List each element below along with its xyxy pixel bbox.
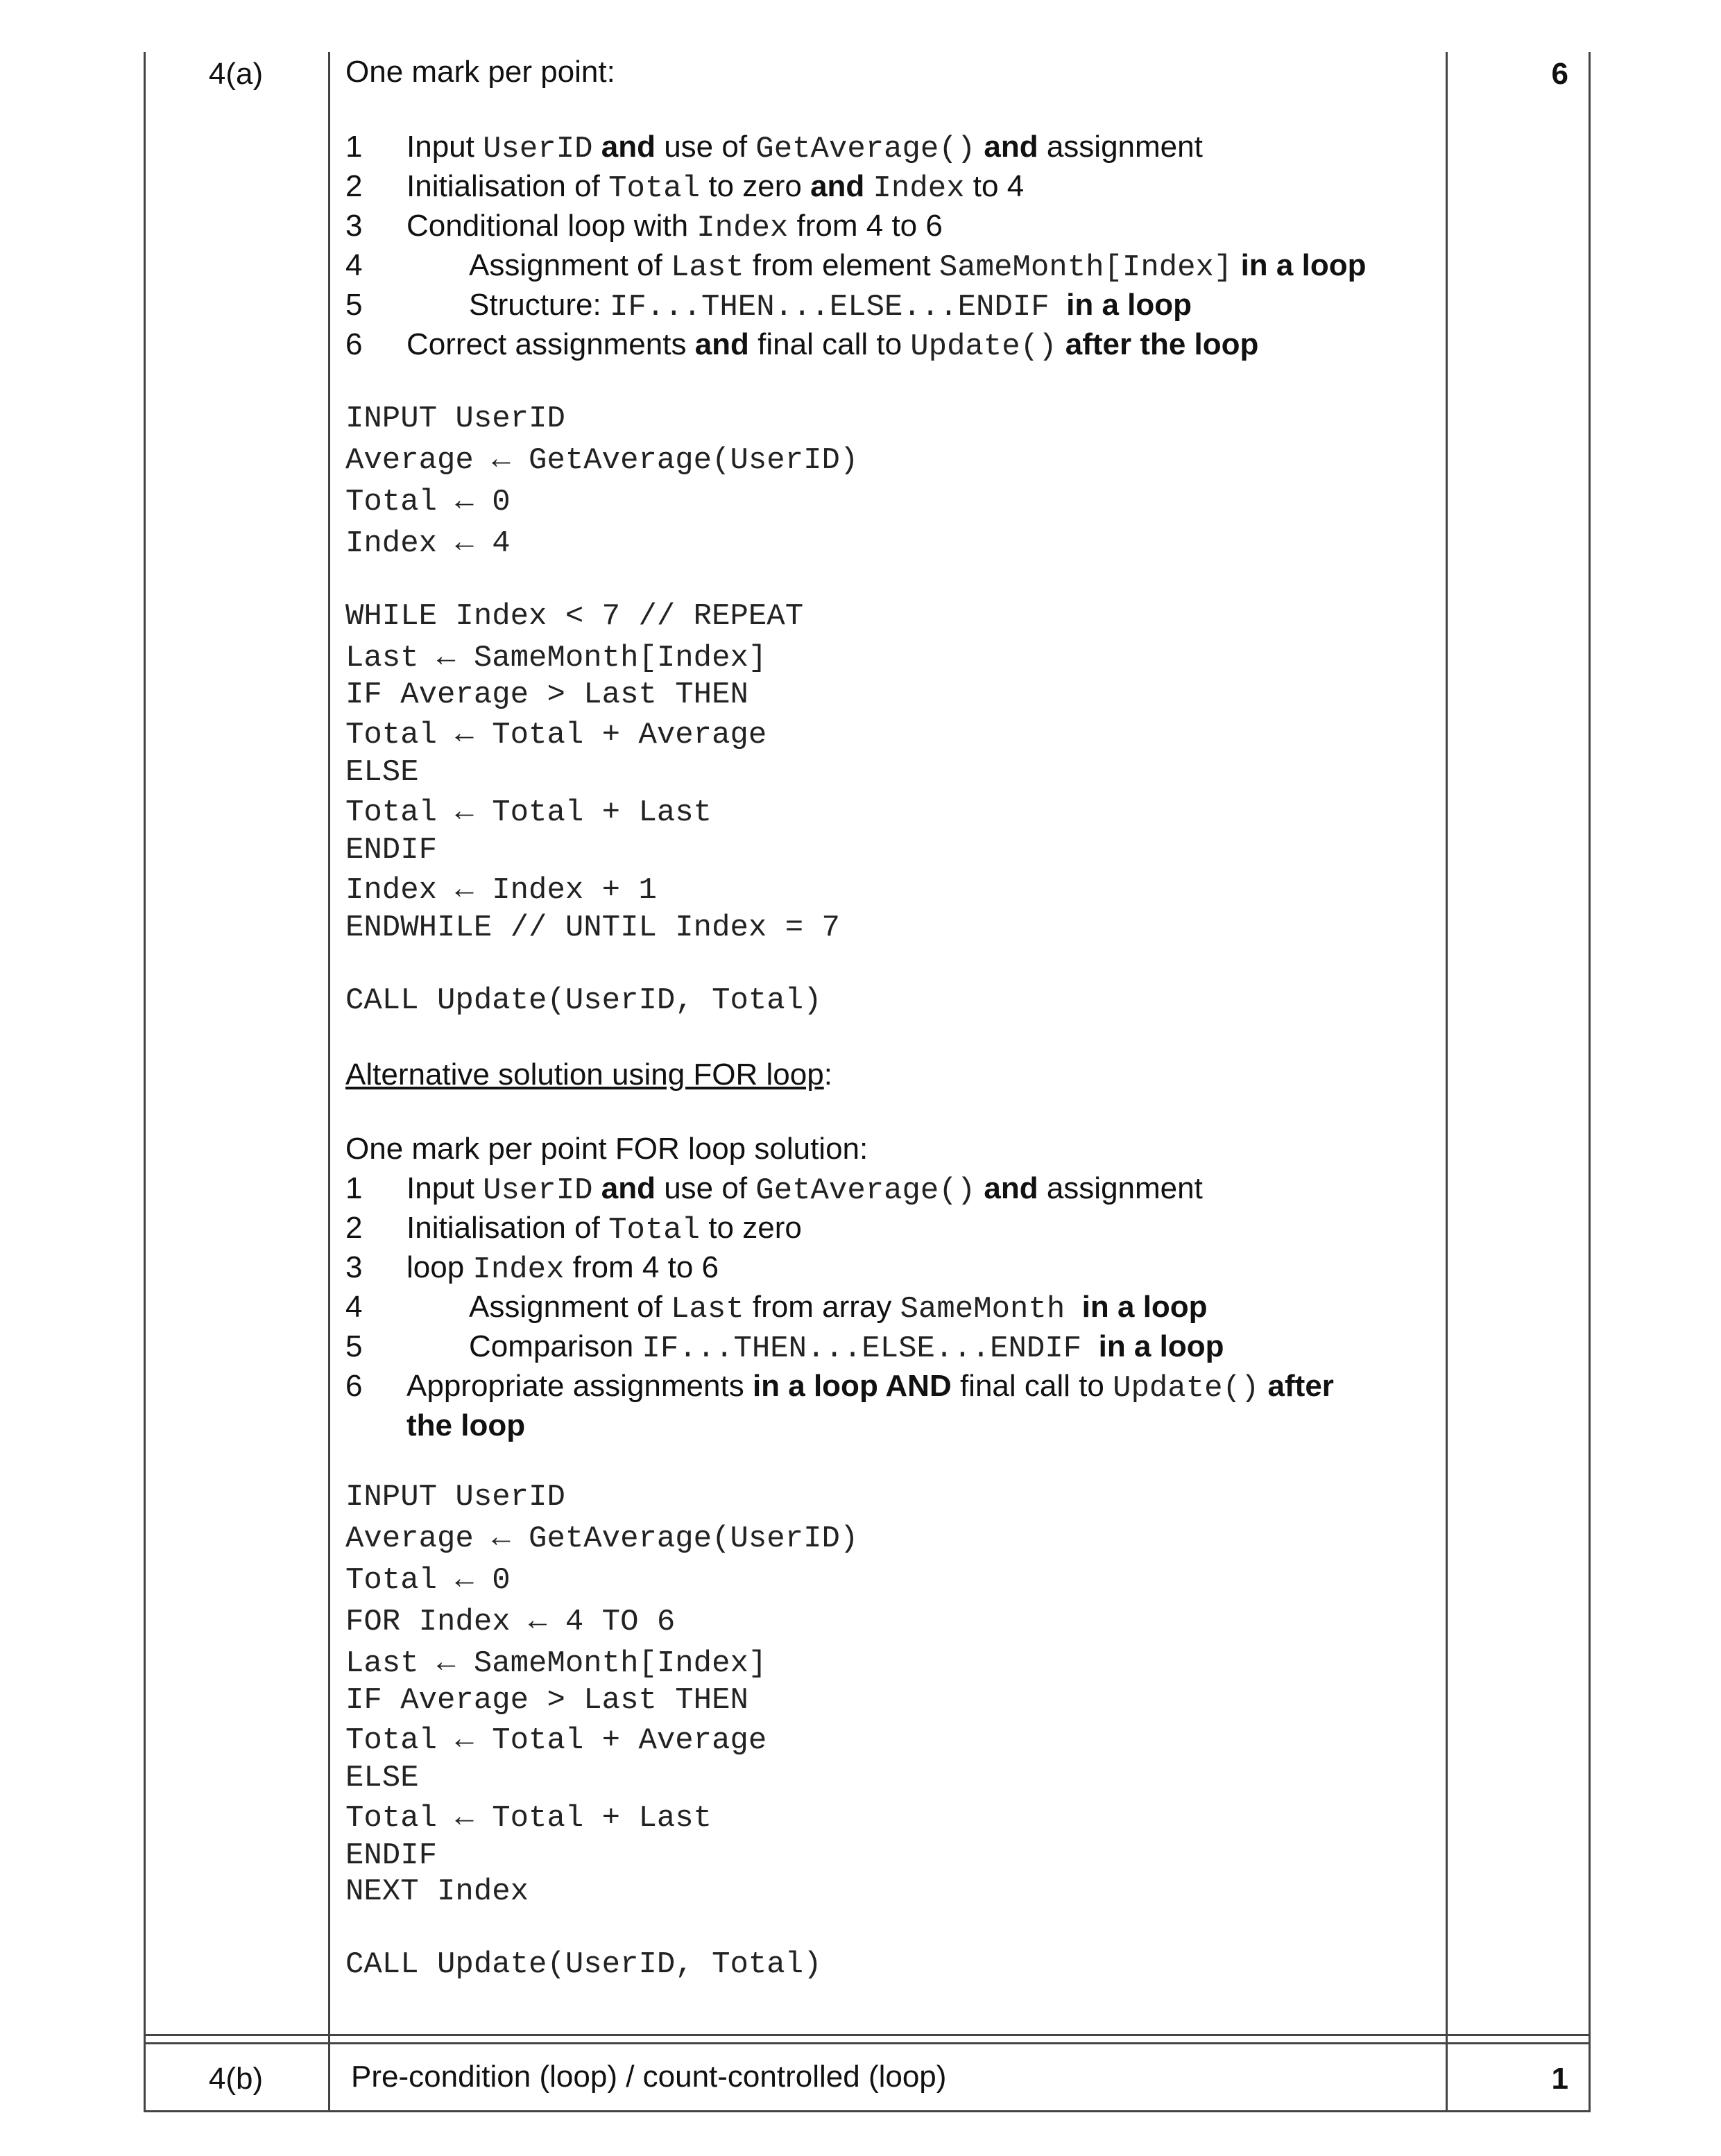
code-line: Last ← SameMonth[Index] <box>345 641 767 675</box>
code-line: IF Average > Last THEN <box>345 1683 748 1718</box>
row-divider-top <box>144 2034 1591 2036</box>
code-line: Index ← 4 <box>345 526 511 561</box>
code-line: ENDWHILE // UNTIL Index = 7 <box>345 911 840 945</box>
alt-mark-point-6: 6 Appropriate assignments in a loop AND final call to Update() after <box>345 1369 1334 1406</box>
code-line: Total ← 0 <box>345 485 511 519</box>
code-line: Total ← Total + Last <box>345 795 712 830</box>
code-line: CALL Update(UserID, Total) <box>345 983 822 1018</box>
row-divider-bottom <box>144 2042 1591 2044</box>
table-border-qnum <box>328 52 330 2112</box>
code-line: Index ← Index + 1 <box>345 873 657 908</box>
code-line: Average ← GetAverage(UserID) <box>345 1521 859 1556</box>
alt-mark-point-5: 5 Comparison IF...THEN...ELSE...ENDIF in a loop <box>345 1329 1224 1366</box>
code-line: ELSE <box>345 1761 419 1795</box>
mark-point-3: 3 Conditional loop with Index from 4 to 6 <box>345 209 943 245</box>
code-line: ENDIF <box>345 833 438 868</box>
code-line: Total ← Total + Average <box>345 718 767 752</box>
alt-mark-point-1: 1 Input UserID and use of GetAverage() and assignment <box>345 1171 1203 1208</box>
code-line: CALL Update(UserID, Total) <box>345 1947 822 1982</box>
code-line: INPUT UserID <box>345 1480 565 1515</box>
question-number-4a: 4(a) <box>208 57 264 91</box>
code-line: Total ← Total + Last <box>345 1801 712 1836</box>
code-line: Last ← SameMonth[Index] <box>345 1646 767 1681</box>
table-border-answer <box>1446 52 1448 2112</box>
table-border-left <box>144 52 146 2112</box>
marks-4a: 6 <box>1551 57 1568 91</box>
code-line: FOR Index ← 4 TO 6 <box>345 1605 676 1639</box>
answer-4b: Pre-condition (loop) / count-controlled (loop) <box>351 2060 947 2094</box>
table-border-bottom <box>144 2110 1591 2112</box>
code-line: Total ← 0 <box>345 1563 511 1598</box>
code-line: Average ← GetAverage(UserID) <box>345 443 859 478</box>
question-number-4b: 4(b) <box>208 2062 264 2096</box>
code-line: WHILE Index < 7 // REPEAT <box>345 599 804 634</box>
mark-point-1: 1 Input UserID and use of GetAverage() and assignment <box>345 130 1203 166</box>
code-line: ELSE <box>345 755 419 790</box>
table-border-right <box>1589 52 1591 2112</box>
code-line: Total ← Total + Average <box>345 1723 767 1758</box>
alt-mark-point-4: 4 Assignment of Last from array SameMonth in a loop <box>345 1290 1208 1327</box>
mark-point-2: 2 Initialisation of Total to zero and Index to 4 <box>345 169 1025 206</box>
alt-mark-point-2: 2 Initialisation of Total to zero <box>345 1211 802 1248</box>
mark-point-5: 5 Structure: IF...THEN...ELSE...ENDIF in a loop <box>345 288 1192 325</box>
mark-point-4: 4 Assignment of Last from element SameMonth[Index] in a loop <box>345 248 1367 285</box>
mark-scheme-intro: One mark per point: <box>345 55 615 89</box>
code-line: NEXT Index <box>345 1874 529 1909</box>
code-line: IF Average > Last THEN <box>345 678 748 712</box>
code-line: INPUT UserID <box>345 402 565 436</box>
mark-point-6: 6 Correct assignments and final call to Update() after the loop <box>345 327 1259 364</box>
marks-4b: 1 <box>1551 2062 1568 2096</box>
alt-solution-heading: Alternative solution using FOR loop: <box>345 1058 832 1092</box>
alt-mark-point-6-continued: the loop <box>406 1408 526 1442</box>
alt-mark-scheme-intro: One mark per point FOR loop solution: <box>345 1132 868 1166</box>
alt-mark-point-3: 3 loop Index from 4 to 6 <box>345 1250 719 1287</box>
code-line: ENDIF <box>345 1838 438 1873</box>
